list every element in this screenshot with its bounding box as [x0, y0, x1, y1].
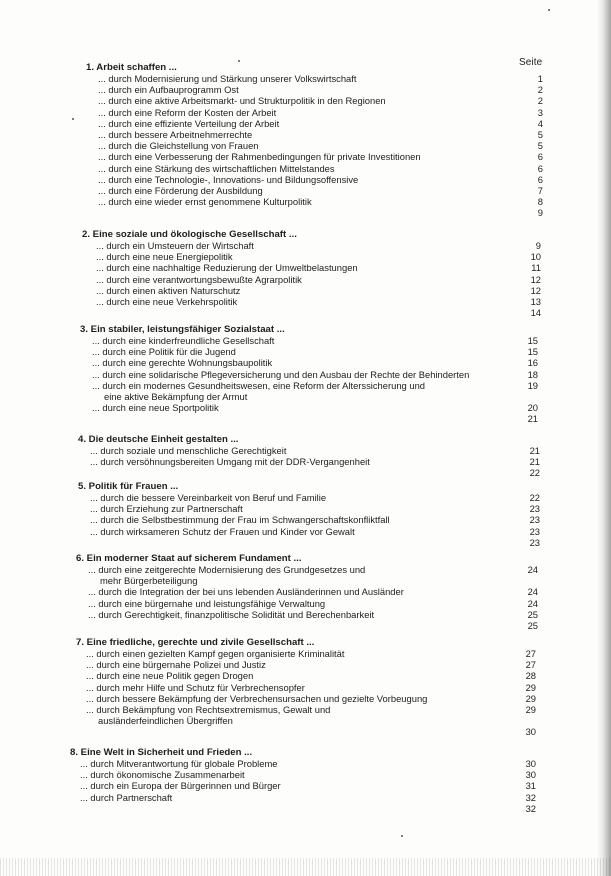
toc-entry: [0, 208, 611, 220]
toc-entry: [0, 175, 611, 187]
section-title: 5. Politik für Frauen ...: [78, 481, 179, 492]
toc-entry-page-number: 2: [537, 84, 543, 96]
toc-entry: [0, 197, 611, 209]
toc-entry-page-number: 5: [537, 140, 543, 152]
scan-edge-right: [597, 0, 611, 876]
toc-entry-text: ... durch eine Verbesserung der Rahmenbedingungen für private Investitionen: [98, 151, 421, 163]
toc-entry-text: ... durch eine wieder ernst genommene Kulturpolitik: [98, 196, 312, 208]
toc-entry: [0, 414, 611, 426]
toc-entry-page-number: 11: [531, 262, 541, 274]
toc-entry: [0, 74, 611, 86]
toc-entry-page-number: 15: [527, 346, 538, 358]
toc-entry-page-number: 20: [527, 402, 538, 414]
toc-entry-page-number: 13: [530, 296, 541, 307]
toc-entry-page-number: 2: [537, 95, 543, 107]
toc-entry-page-number: 9: [535, 240, 541, 251]
toc-entry: [0, 108, 611, 120]
toc-entry-page-number: 12: [530, 273, 541, 285]
toc-entry-page-number: 21: [529, 445, 540, 456]
toc-entry-page-number: 32: [525, 802, 536, 814]
toc-entry: [0, 130, 611, 142]
toc-entry: [0, 403, 611, 415]
toc-entry-text: ... durch eine neue Energiepolitik: [96, 251, 233, 263]
toc-entry-page-number: 22: [529, 467, 540, 479]
toc-entry-page-number: 24: [527, 586, 538, 598]
toc-entry-page-number: 6: [537, 173, 543, 185]
toc-entry-page-number: 23: [529, 536, 540, 548]
toc-entry: [0, 527, 611, 539]
toc-entry-page-number: 31: [525, 780, 536, 792]
scan-speck: [238, 60, 240, 62]
toc-entry: [0, 468, 611, 480]
toc-entry-text: ... durch eine zeitgerechte Modernisierung des Grundgesetzes und: [88, 564, 366, 575]
toc-entry: [0, 96, 611, 108]
toc-entry-page-number: 27: [525, 648, 536, 659]
scan-speck: [72, 118, 74, 120]
toc-entry-text: ... durch bessere Bekämpfung der Verbrechensursachen und gezielte Vorbeugung: [86, 692, 428, 704]
toc-entry-text: ... durch eine gerechte Wohnungsbaupolitik: [92, 357, 273, 369]
section-title: 8. Eine Welt in Sicherheit und Frieden ...: [70, 747, 253, 758]
section-title: 2. Eine soziale und ökologische Gesellschaft ...: [82, 229, 297, 240]
toc-entry: [0, 621, 611, 633]
toc-entry-page-number: 22: [529, 492, 540, 503]
toc-entry-text: ... durch ökonomische Zusammenarbeit: [80, 769, 245, 781]
toc-entry-text: ... durch einen aktiven Naturschutz: [96, 284, 241, 296]
toc-entry-text: ... durch bessere Arbeitnehmerrechte: [98, 129, 253, 140]
toc-entry-text: ... durch Mitverantwortung für globale Probleme: [80, 758, 278, 769]
toc-entry-text: ... durch versöhnungsbereiten Umgang mit der DDR-Vergangenheit: [90, 456, 370, 468]
toc-entry-page-number: 8: [537, 196, 543, 208]
scan-speck: [548, 9, 550, 11]
toc-entry-text: ... durch ein Europa der Bürgerinnen und Bürger: [80, 780, 281, 792]
toc-entry-page-number: 3: [537, 106, 543, 118]
toc-entry-text: ... durch die bessere Vereinbarkeit von Beruf und Familie: [90, 492, 327, 503]
toc-entry-page-number: 12: [530, 284, 541, 296]
toc-entry: [0, 308, 611, 320]
toc-entry: [0, 565, 611, 577]
toc-entry-text: ... durch soziale und menschliche Gerechtigkeit: [90, 445, 287, 456]
toc-entry-page-number: 15: [527, 335, 538, 346]
toc-entry-text: eine aktive Bekämpfung der Armut: [104, 391, 248, 402]
toc-entry-page-number: 30: [525, 726, 536, 738]
toc-entry: [0, 610, 611, 622]
toc-entry: [0, 275, 611, 287]
toc-entry-text: ... durch Erziehung zur Partnerschaft: [90, 503, 243, 515]
toc-entry-page-number: 19: [527, 379, 538, 391]
toc-entry-text: ... durch eine bürgernahe und leistungsfähige Verwaltung: [88, 597, 326, 609]
seite-column-label: Seite: [519, 57, 543, 68]
toc-entry-page-number: 25: [527, 620, 538, 631]
toc-entry-text: mehr Bürgerbeteiligung: [100, 575, 198, 587]
toc-entry-page-number: 14: [530, 307, 541, 319]
toc-entry-page-number: 27: [525, 659, 536, 671]
toc-entry-page-number: 6: [537, 151, 543, 163]
toc-entry: [0, 804, 611, 816]
toc-entry-page-number: 23: [529, 503, 540, 515]
toc-entry-text: ... durch die Integration der bei uns lebenden Ausländerinnen und Ausländer: [88, 586, 404, 598]
toc-entry: [0, 381, 611, 393]
section-title: 4. Die deutsche Einheit gestalten ...: [78, 434, 239, 445]
toc-entry: [0, 263, 611, 275]
section-title: 7. Eine friedliche, gerechte und zivile Gesellschaft ...: [76, 637, 315, 648]
toc-entry-text: ... durch eine Stärkung des wirtschaftlichen Mittelstandes: [98, 162, 335, 174]
toc-entry-page-number: 7: [537, 185, 543, 196]
toc-entry-text: ... durch eine neue Verkehrspolitik: [96, 296, 238, 307]
toc-entry-page-number: 4: [537, 117, 543, 129]
toc-entry-page-number: 30: [525, 769, 536, 781]
toc-entry-text: ... durch eine solidarische Pflegeversicherung und den Ausbau der Rechte der Behinderten: [92, 368, 470, 380]
toc-entry-page-number: 21: [529, 456, 540, 468]
toc-entry: [0, 457, 611, 469]
toc-entry-page-number: 16: [527, 357, 538, 369]
section-title: 6. Ein moderner Staat auf sicherem Fundament ...: [76, 553, 302, 564]
toc-entry: [0, 241, 611, 253]
toc-entry-text: ... durch eine Technologie-, Innovations- und Bildungsoffensive: [98, 173, 359, 185]
toc-entry-text: ... durch die Gleichstellung von Frauen: [98, 140, 259, 152]
toc-entry-text: ... durch eine nachhaltige Reduzierung der Umweltbelastungen: [96, 262, 358, 274]
toc-entry: [0, 286, 611, 298]
scan-speck: [401, 835, 403, 837]
toc-entry-text: ... durch eine Förderung der Ausbildung: [98, 185, 263, 196]
toc-entry: [0, 716, 611, 728]
toc-entry-text: ... durch Partnerschaft: [80, 791, 173, 803]
toc-entry: [0, 538, 611, 550]
toc-entry-text: ... durch eine aktive Arbeitsmarkt- und Strukturpolitik in den Regionen: [98, 95, 386, 107]
toc-entry-page-number: 23: [529, 514, 540, 526]
toc-entry-text: ... durch ein Aufbauprogramm Ost: [98, 84, 239, 96]
toc-entry-text: ... durch einen gezielten Kampf gegen organisierte Kriminalität: [86, 648, 345, 659]
toc-entry-text: ... durch eine neue Politik gegen Drogen: [86, 670, 254, 682]
toc-entry-page-number: 18: [527, 368, 538, 380]
toc-entry-page-number: 23: [529, 525, 540, 537]
toc-entry-page-number: 9: [537, 207, 543, 219]
toc-entry-page-number: 30: [525, 758, 536, 769]
section-title: 1. Arbeit schaffen ...: [86, 62, 177, 73]
toc-entry: [0, 727, 611, 739]
scan-edge-bottom: [0, 858, 611, 876]
toc-entry-text: ... durch ein Umsteuern der Wirtschaft: [96, 240, 254, 251]
toc-entry-page-number: 1: [537, 73, 543, 84]
toc-entry-page-number: 25: [527, 608, 538, 620]
toc-entry: [0, 119, 611, 131]
toc-entry-text: ... durch ein modernes Gesundheitswesen, eine Reform der Alterssicherung und: [92, 379, 425, 391]
toc-entry-text: ... durch eine neue Sportpolitik: [92, 402, 219, 414]
toc-entry-page-number: 5: [537, 129, 543, 140]
toc-entry-text: ... durch Gerechtigkeit, finanzpolitische Solidität und Berechenbarkeit: [88, 608, 375, 620]
toc-entry-text: ausländerfeindlichen Übergriffen: [98, 715, 233, 727]
toc-entry-text: ... durch Modernisierung und Stärkung unserer Volkswirtschaft: [98, 73, 357, 84]
toc-entry: [0, 297, 611, 309]
toc-entry-page-number: 28: [525, 670, 536, 682]
toc-entry-text: ... durch eine verantwortungsbewußte Agrarpolitik: [96, 273, 302, 285]
toc-entry-text: ... durch eine Politik für die Jugend: [92, 346, 236, 358]
toc-entry-page-number: 6: [537, 162, 543, 174]
section-title: 3. Ein stabiler, leistungsfähiger Sozialstaat ...: [80, 324, 285, 335]
toc-entry-page-number: 29: [525, 681, 536, 693]
toc-entry-text: ... durch eine Reform der Kosten der Arbeit: [98, 106, 277, 118]
toc-entry: [0, 793, 611, 805]
toc-entry-text: ... durch die Selbstbestimmung der Frau im Schwangerschaftskonfliktfall: [90, 514, 390, 526]
toc-entry: [0, 705, 611, 717]
toc-entry-text: ... durch wirksameren Schutz der Frauen und Kinder vor Gewalt: [90, 525, 355, 537]
toc-entry-page-number: 24: [527, 597, 538, 609]
toc-entry-text: ... durch eine bürgernahe Polizei und Justiz: [86, 659, 266, 671]
toc-entry-page-number: 10: [530, 251, 541, 263]
toc-entry-text: ... durch mehr Hilfe und Schutz für Verbrechensopfer: [86, 681, 305, 693]
toc-entry-text: ... durch Bekämpfung von Rechtsextremismus, Gewalt und: [86, 704, 331, 715]
toc-entry-text: ... durch eine kinderfreundliche Gesellschaft: [92, 335, 275, 346]
toc-entry-text: ... durch eine effiziente Verteilung der Arbeit: [98, 117, 280, 129]
toc-entry-page-number: 21: [527, 413, 538, 425]
toc-entry-page-number: 29: [525, 704, 536, 715]
toc-entry-page-number: 24: [527, 564, 538, 575]
toc-entry-page-number: 29: [525, 692, 536, 704]
toc-entry-page-number: 32: [525, 791, 536, 803]
